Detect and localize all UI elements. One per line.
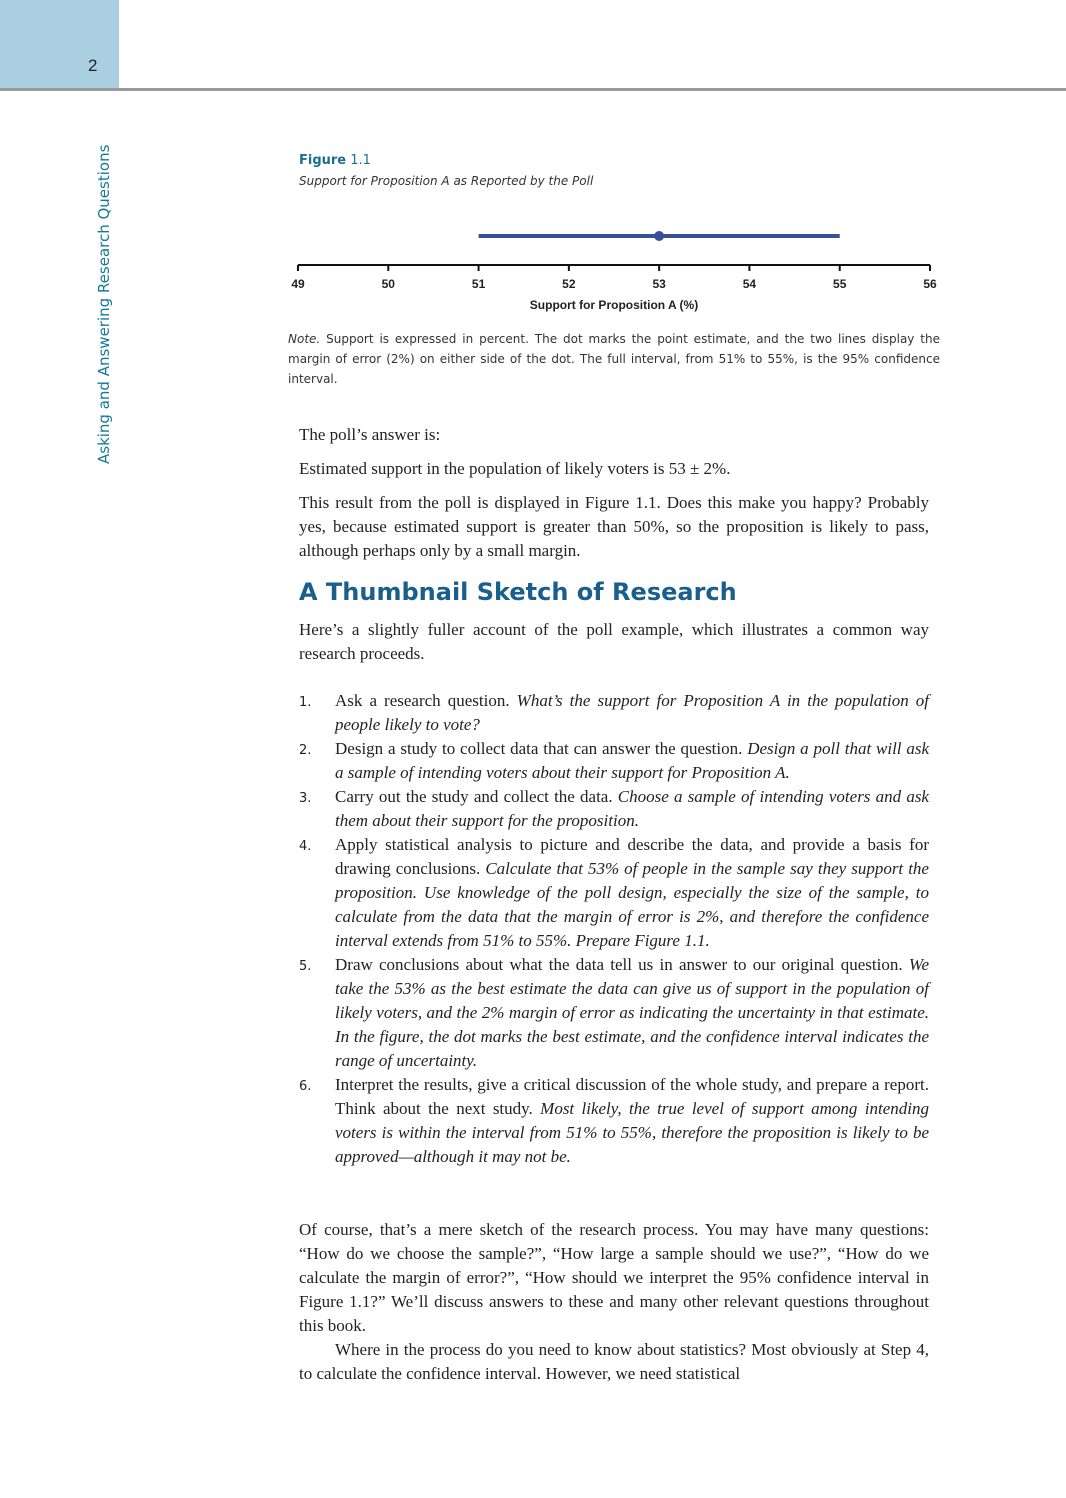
step-example: Most likely, the true level of support among intending voters is within the interval from 51% to 55%, therefore the proposition is likely to be approved—although it may not be. xyxy=(335,1099,929,1166)
step-text: Apply statistical analysis to picture and describe the data, and provide a basis for drawing conclusions. xyxy=(335,835,929,878)
figure-label-prefix: Figure xyxy=(299,153,347,168)
point-estimate-dot xyxy=(654,231,664,241)
step-example: We take the 53% as the best estimate the data can give us of support in the population of likely voters, and the 2% margin of error as indicating the uncertainty in that estimate. In the figure, the dot marks the best estimate, and the confidence interval indicates the range of uncertainty. xyxy=(335,955,929,1070)
list-item-step-3 xyxy=(299,785,929,833)
paragraph-statistics-where: Where in the process do you need to know about statistics? Most obviously at Step 4, to calculate the confidence interval. However, we need statistical xyxy=(299,1340,929,1383)
step-text: Ask a research question. xyxy=(335,691,517,710)
list-item-step-5 xyxy=(299,953,929,1073)
step-example: Calculate that 53% of people in the sample say they support the proposition. Use knowledge of the poll design, especially the size of the sample, to calculate from the data that the margin of error is 2%, and therefore the confidence interval extends from 51% to 55%. Prepare Figure 1.1. xyxy=(335,859,929,950)
paragraph-result: This result from the poll is displayed in Figure 1.1. Does this make you happy? Probably yes, because estimated support is greater than 50%, so the proposition is likely to pass, although perhaps only by a small margin. xyxy=(299,493,929,560)
step-text: Draw conclusions about what the data tell us in answer to our original question. xyxy=(335,955,909,974)
confidence-interval-chart xyxy=(280,218,960,318)
figure-label-number: 1.1 xyxy=(346,153,371,168)
step-number: 2. xyxy=(299,743,312,758)
figure-note-text: Support is expressed in percent. The dot marks the point estimate, and the two lines display the margin of error (2%) on either side of the dot. The full interval, from 51% to 55%, is the 95% confidence interval. xyxy=(288,332,940,386)
x-tick-label: 52 xyxy=(562,277,576,291)
figure-note-label: Note. xyxy=(288,332,321,346)
paragraph-intro: Here’s a slightly fuller account of the poll example, which illustrates a common way research proceeds. xyxy=(299,620,929,663)
running-head: Asking and Answering Research Questions xyxy=(95,144,113,464)
x-tick-label: 51 xyxy=(471,277,486,291)
header-rule xyxy=(0,88,1066,91)
figure-note xyxy=(288,329,940,389)
paragraph-polls-answer: The poll’s answer is: xyxy=(299,425,441,444)
list-item-step-4 xyxy=(299,833,929,953)
x-tick-label: 54 xyxy=(742,277,757,291)
research-steps-list xyxy=(299,689,929,1169)
paragraph-sketch-summary: Of course, that’s a mere sketch of the research process. You may have many questions: “How do we choose the sample?”, “How large a sample should we use?”, “How do we calculate the margin of error?”, “How should we interpret the 95% confidence interval in Figure 1.1?” We’ll discuss answers to these and many other relevant questions throughout this book. xyxy=(299,1220,929,1335)
step-number: 3. xyxy=(299,791,312,806)
step-example: What’s the support for Proposition A in the population of people likely to vote? xyxy=(335,691,930,734)
x-axis-title: Support for Proposition A (%) xyxy=(529,298,699,312)
list-item-step-6 xyxy=(299,1073,929,1169)
list-item-step-1 xyxy=(299,689,929,737)
step-number: 4. xyxy=(299,839,312,854)
x-tick-label: 55 xyxy=(833,277,847,291)
paragraph-estimate: Estimated support in the population of likely voters is 53 ± 2%. xyxy=(299,459,731,478)
figure-label xyxy=(299,153,371,168)
section-heading: A Thumbnail Sketch of Research xyxy=(299,578,737,606)
step-example: Design a poll that will ask a sample of intending voters about their support for Proposition A. xyxy=(335,739,929,782)
x-tick-label: 56 xyxy=(923,277,937,291)
x-tick-label: 50 xyxy=(381,277,395,291)
step-text: Carry out the study and collect the data. xyxy=(335,787,618,806)
step-example: Choose a sample of intending voters and ask them about their support for the proposition. xyxy=(335,787,929,830)
step-text: Design a study to collect data that can answer the question. xyxy=(335,739,748,758)
step-number: 5. xyxy=(299,959,312,974)
step-number: 1. xyxy=(299,695,312,710)
step-text: Interpret the results, give a critical discussion of the whole study, and prepare a report. Think about the next study. xyxy=(335,1075,929,1118)
list-item-step-2 xyxy=(299,737,929,785)
page-corner-tab xyxy=(0,0,119,89)
figure-caption: Support for Proposition A as Reported by the Poll xyxy=(299,174,594,188)
x-tick-label: 53 xyxy=(652,277,666,291)
step-number: 6. xyxy=(299,1079,312,1094)
x-tick-label: 49 xyxy=(291,277,305,291)
page-number: 2 xyxy=(88,56,98,75)
